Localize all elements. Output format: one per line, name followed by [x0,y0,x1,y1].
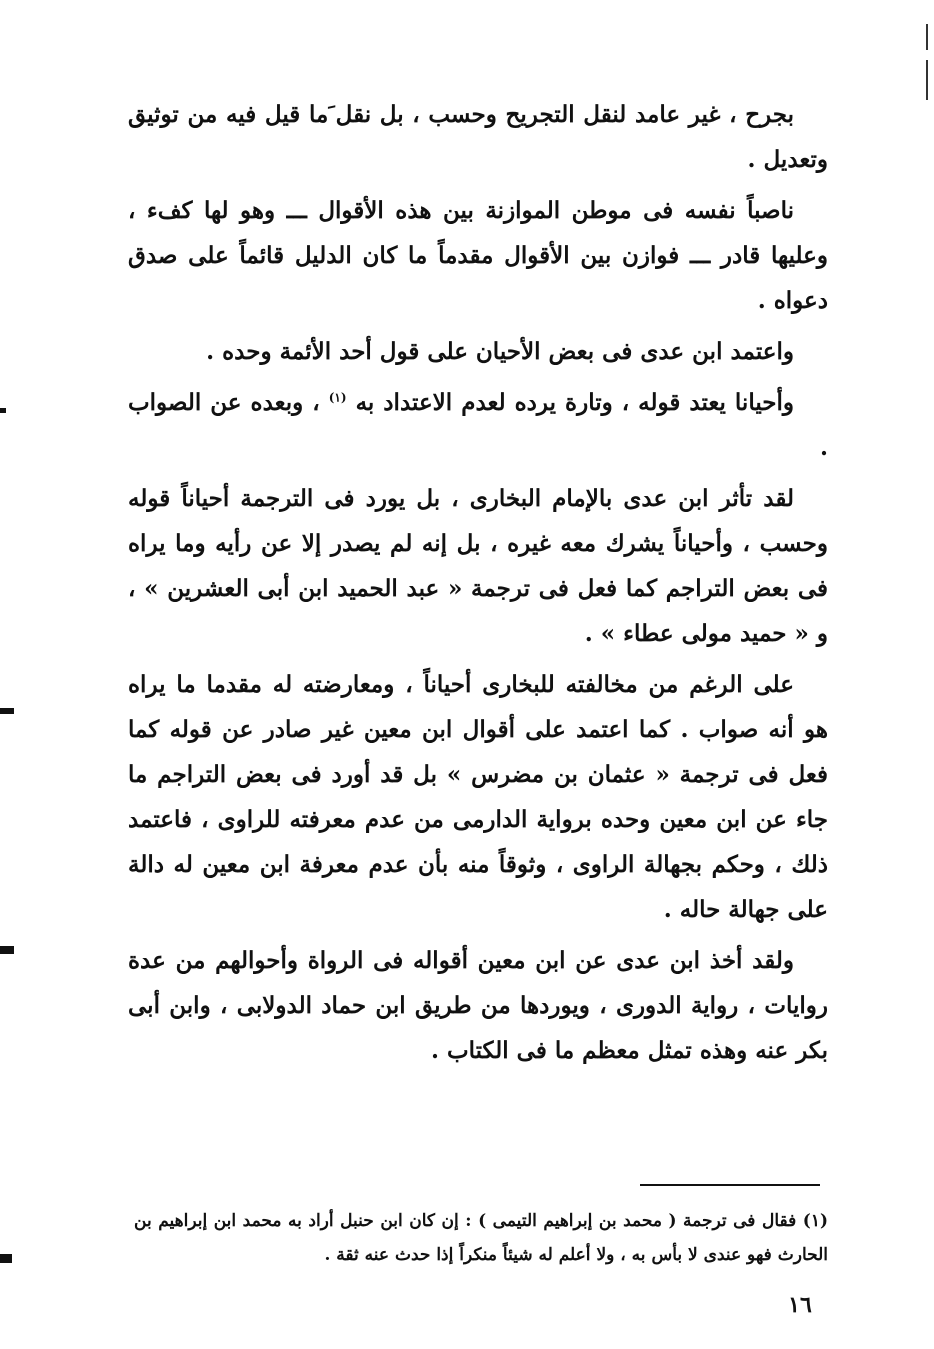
footnote-divider [640,1184,820,1186]
paragraph-4 [128,380,828,470]
page-edge-mark [926,24,928,50]
footnote-marker: (١) [328,390,347,405]
paragraph-7: ولقد أخذ ابن عدى عن ابن معين أقواله فى الرواة وأحوالهم من عدة روايات ، رواية الدورى ، ويوردها من طريق ابن حماد الدولابى ، وابن أبى بكر عنه وهذه تمثل معظم ما فى الكتاب . [128,947,828,1064]
footnote: (١) فقال فى ترجمة ( محمد بن إبراهيم التيمى ) : إن كان ابن حنبل أراد به محمد ابن إبراهيم بن الحارث فهو عندى لا بأس به ، ولا أعلم له شيئاً منكراً إذا حدث عنه ثقة . [134,1211,828,1265]
binding-mark [0,408,6,413]
paragraph-6: على الرغم من مخالفته للبخارى أحياناً ، ومعارضته له مقدما ما يراه هو أنه صواب . كما اعتمد على أقوال ابن معين غير صادر عن قوله كما فعل فى ترجمة « عثمان بن مضرس » بل قد أورد فى بعض التراجم ما جاء عن ابن معين وحده برواية الدارمى من عدم معرفته للراوى ، فاعتمد ذلك ، وحكم بجهالة الراوى ، وثوقاً منه بأن عدم معرفة ابن معين له دالة على جهالة حاله . [128,671,828,923]
paragraph-2: ناصباً نفسه فى موطن الموازنة بين هذه الأقوال ـــ وهو لها كفء ، وعليها قادر ـــ فوازن بين الأقوال مقدماً ما كان الدليل قائماً على صدق دعواه . [128,197,828,314]
paragraph-4-text: وأحيانا يعتد قوله ، وتارة يرده لعدم الاعتداد به [355,389,794,416]
binding-mark [0,1254,12,1263]
paragraph-4-text-end: ، وبعده عن الصواب . [128,389,828,461]
page-number: ١٦ [788,1292,812,1318]
binding-mark [0,708,14,714]
paragraph-3: واعتمد ابن عدى فى بعض الأحيان على قول أحد الأئمة وحده . [206,338,794,365]
paragraph-5: لقد تأثر ابن عدى بالإمام البخارى ، بل يورد فى الترجمة أحياناً قوله وحسب ، وأحياناً يشرك معه غيره ، بل إنه لم يصدر إلا عن رأيه وما يراه فى بعض التراجم كما فعل فى ترجمة « عبد الحميد ابن أبى العشرين » ، و « حميد مولى عطاء » . [128,485,828,647]
binding-mark [0,946,14,954]
main-text [128,92,828,1079]
page-edge-mark [926,60,928,100]
paragraph-1: بجرح ، غير عامد لنقل التجريح وحسب ، بل نقل َما قيل فيه من توثيق وتعديل . [128,101,828,173]
